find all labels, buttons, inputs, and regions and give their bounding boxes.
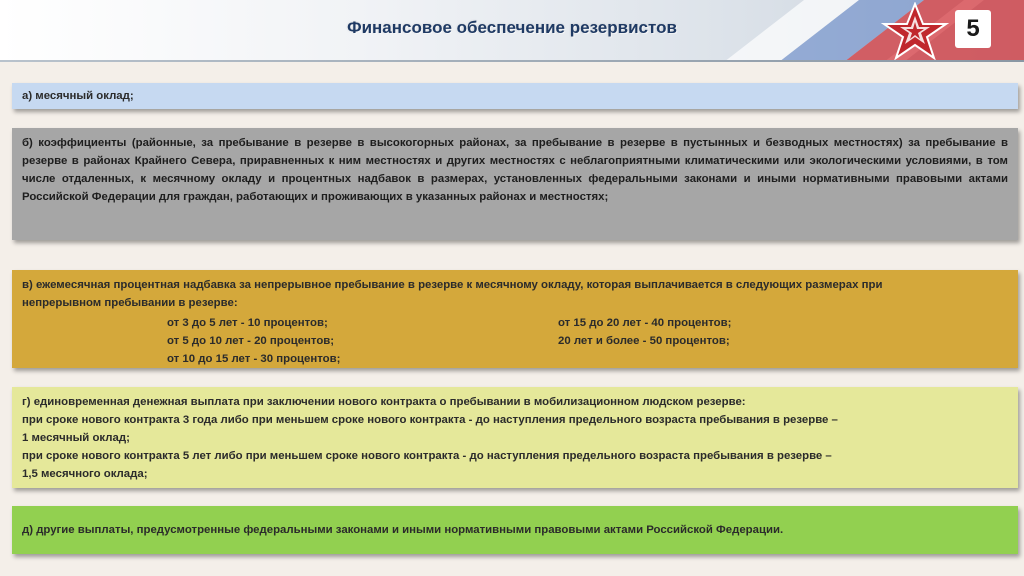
bonus-rate-item: от 3 до 5 лет - 10 процентов; — [167, 317, 328, 329]
section-d-line2: при сроке нового контракта 3 года либо при меньшем сроке нового контракта - до наступления предельного возраста пребывания в резерве – — [22, 414, 838, 426]
bonus-rate-item: 20 лет и более - 50 процентов; — [558, 335, 730, 347]
section-d-lump-sum-payment — [12, 387, 1018, 488]
bonus-rates — [22, 314, 1008, 368]
red-star-icon — [880, 2, 950, 60]
page-title: Финансовое обеспечение резервистов — [347, 18, 677, 37]
page-number: 5 — [955, 10, 991, 48]
section-b-text: б) коэффициенты (районные, за пребывание в резерве в высокогорных районах, за пребывание в резерве в пустынных и безводных местностях) за пребывание в резерве в районах Крайнего Севера, приравненных к ним местностях и других местностях с неблагоприятными климатическими или экологическими условиями, в том числе отдаленных, к месячному окладу и процентных надбавок в размерах, установленных федеральными законами и иными нормативными правовыми актами Российской Федерации для граждан, работающих и проживающих в указанных районах и местностях; — [22, 137, 1008, 203]
bonus-rate-item: от 5 до 10 лет - 20 процентов; — [167, 335, 335, 347]
section-e-text: д) другие выплаты, предусмотренные федеральными законами и иными нормативными правовыми актами Российской Федерации. — [22, 524, 784, 536]
section-d-line5: 1,5 месячного оклада; — [22, 468, 148, 480]
bonus-rates-left-column — [167, 314, 340, 368]
section-b-coefficients — [12, 128, 1018, 240]
section-a-text: а) месячный оклад; — [22, 90, 134, 102]
section-d-line1: г) единовременная денежная выплата при заключении нового контракта о пребывании в мобилизационном людском резерве: — [22, 396, 746, 408]
bonus-rate-item: от 15 до 20 лет - 40 процентов; — [558, 317, 732, 329]
section-d-line4: при сроке нового контракта 5 лет либо при меньшем сроке нового контракта - до наступления предельного возраста пребывания в резерве – — [22, 450, 832, 462]
section-c-monthly-bonus — [12, 270, 1018, 368]
header-divider — [0, 60, 1024, 62]
bonus-rate-item: от 10 до 15 лет - 30 процентов; — [167, 353, 341, 365]
section-d-line3: 1 месячный оклад; — [22, 432, 130, 444]
section-e-other-payments — [12, 506, 1018, 554]
section-a-monthly-salary — [12, 83, 1018, 109]
section-c-intro-line1: в) ежемесячная процентная надбавка за непрерывное пребывание в резерве к месячному окладу, которая выплачивается в следующих размерах при — [22, 279, 883, 291]
section-c-intro-line2: непрерывном пребывании в резерве: — [22, 297, 238, 309]
bonus-rates-right-column — [558, 314, 731, 350]
slide-header — [0, 0, 1024, 62]
